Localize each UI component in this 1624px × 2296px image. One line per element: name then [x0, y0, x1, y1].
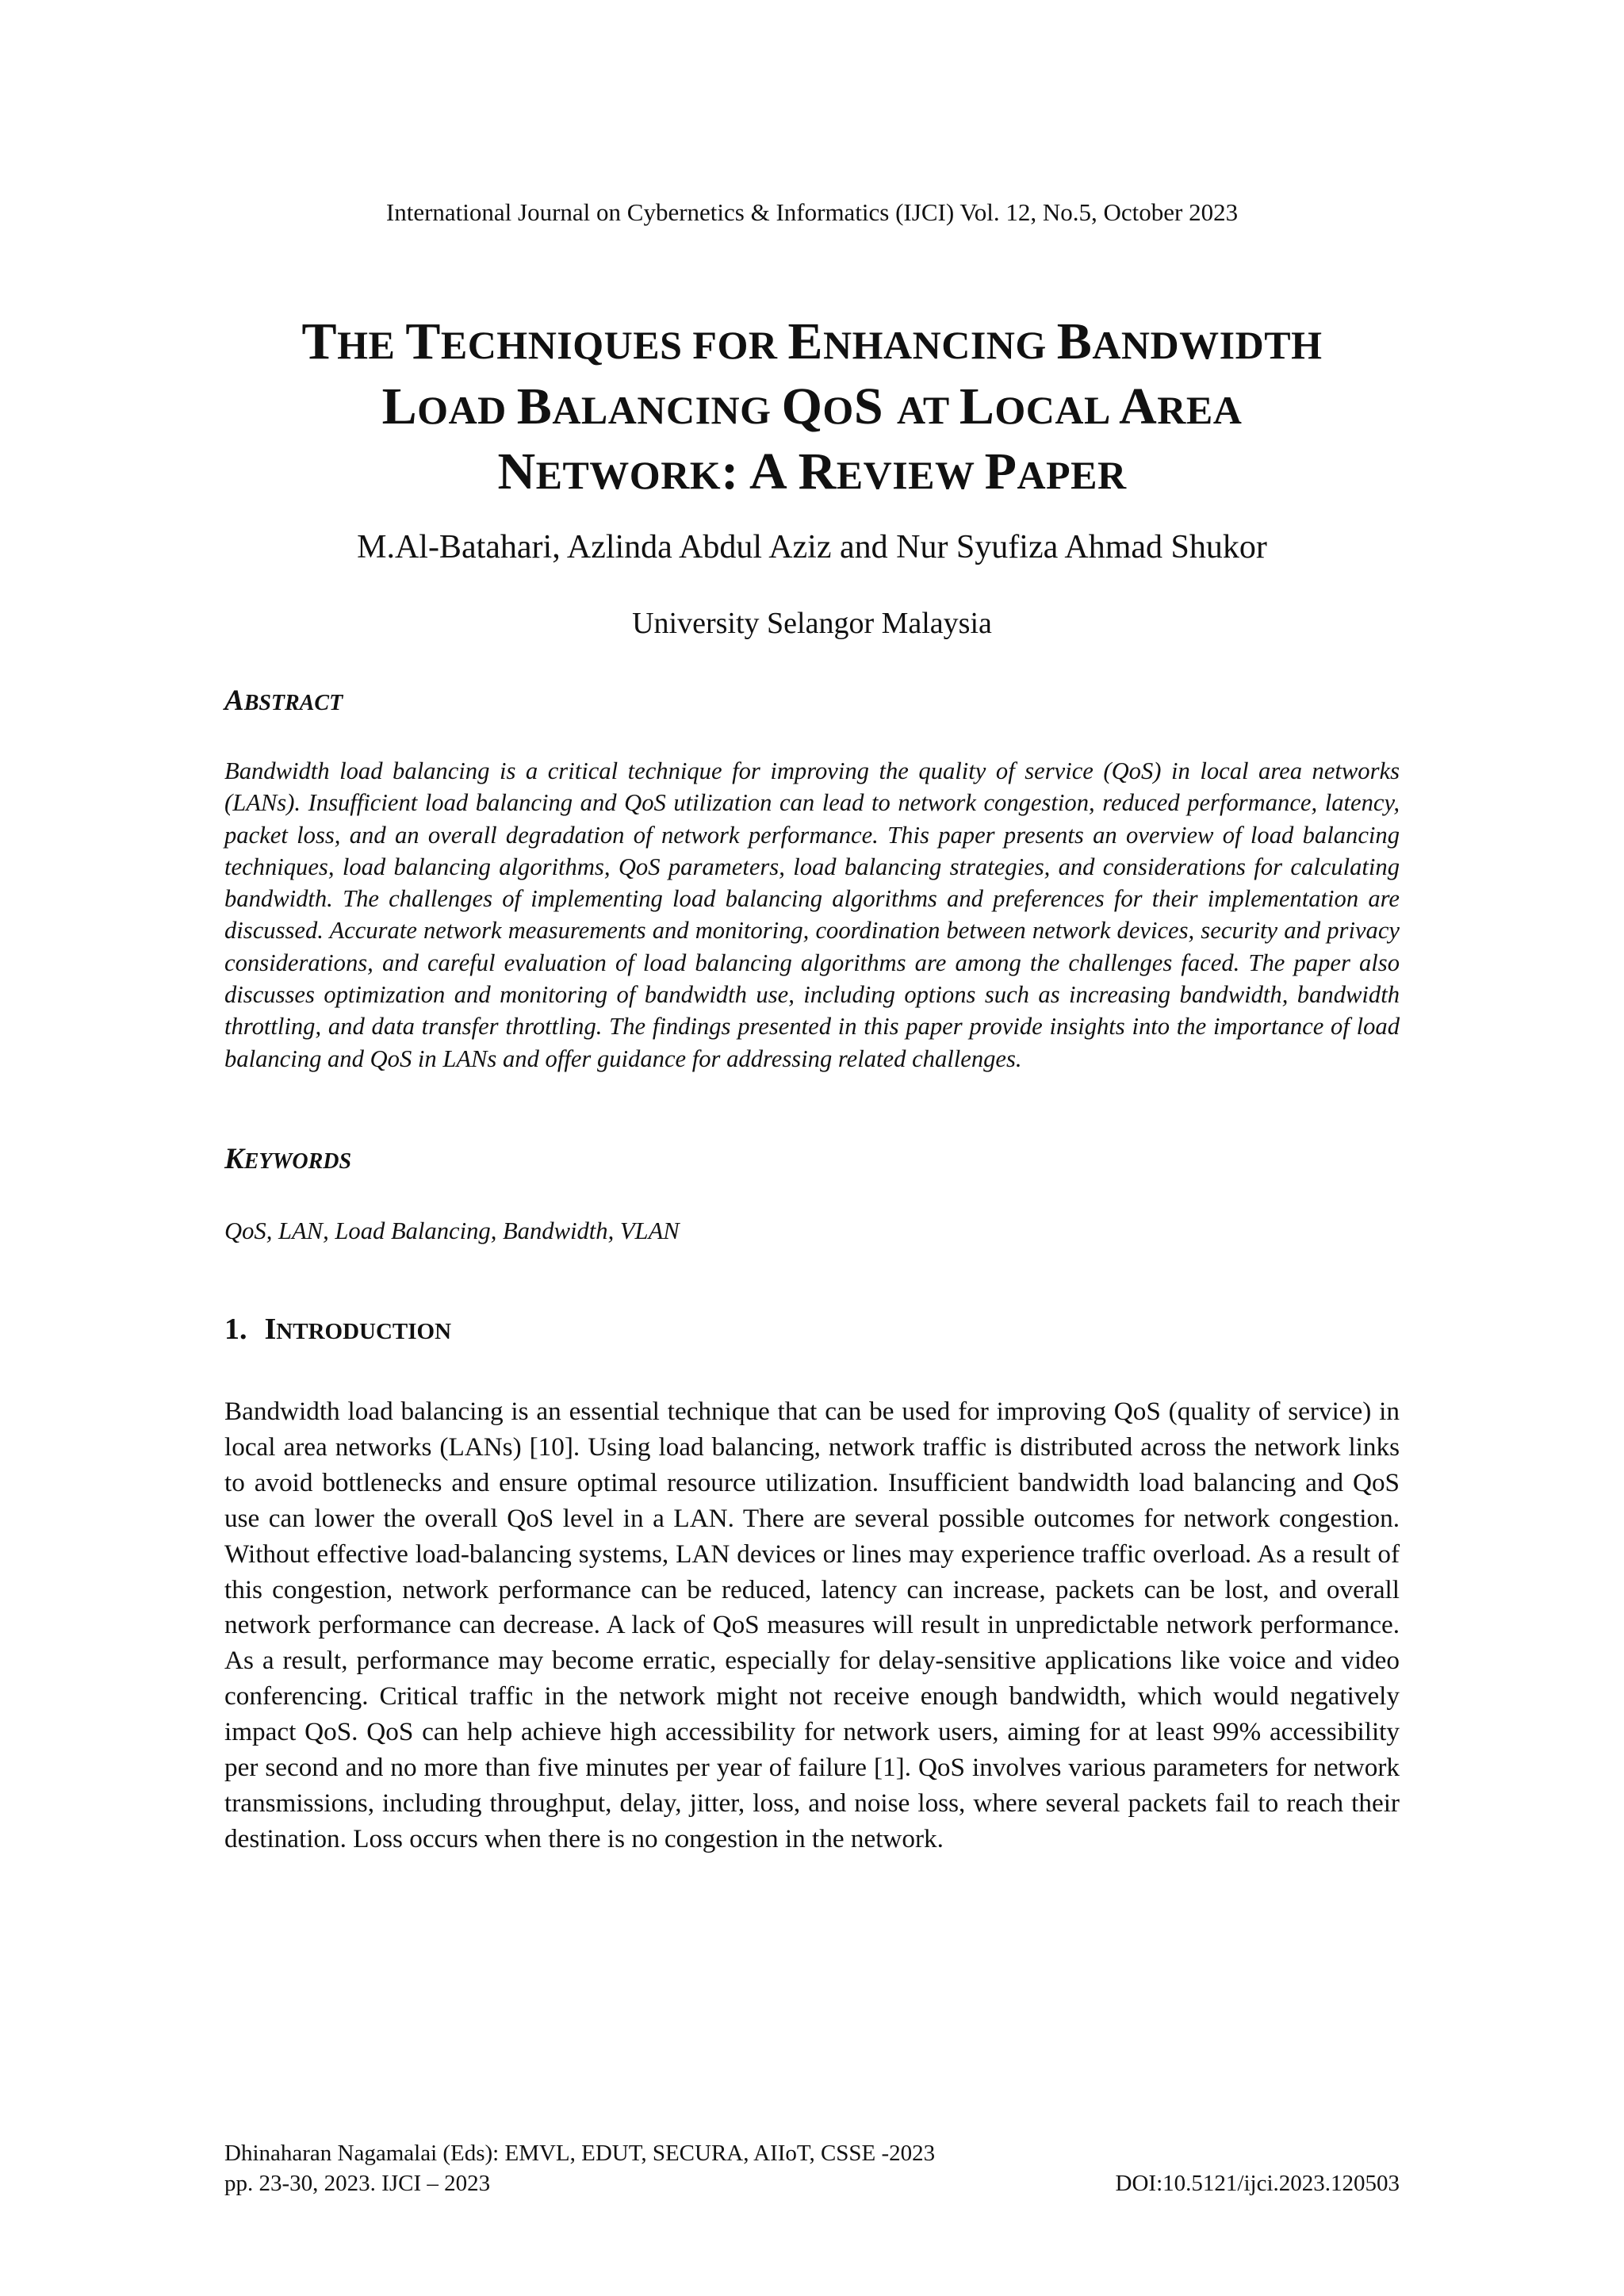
section-number: 1.	[224, 1313, 247, 1346]
introduction-heading: 1. INTRODUCTION	[224, 1313, 452, 1346]
title-line-1: THE TECHNIQUES FOR ENHANCING BANDWIDTH	[301, 312, 1323, 370]
footer-editors: Dhinaharan Nagamalai (Eds): EMVL, EDUT, SECURA, AIIoT, CSSE -2023	[224, 2141, 936, 2166]
footer-doi: DOI:10.5121/ijci.2023.120503	[1115, 2171, 1400, 2196]
title-line-2: LOAD BALANCING QOS AT LOCAL AREA	[381, 378, 1243, 435]
running-header: International Journal on Cybernetics & Informatics (IJCI) Vol. 12, No.5, October 2023	[385, 198, 1239, 226]
abstract-text: Bandwidth load balancing is a critical technique for improving the quality of service (QoS) in local area networks (LANs). Insufficient load balancing and QoS utilization can lead to network congestion, reduced performance, latency, packet loss, and an overall degradation of network performance. This paper presents an overview of load balancing techniques, load balancing algorithms, QoS parameters, load balancing strategies, and considerations for calculating bandwidth. The challenges of implementing load balancing algorithms and preferences for their implementation are discussed. Accurate network measurements and monitoring, coordination between network devices, security and privacy considerations, and careful evaluation of load balancing algorithms are among the challenges faced. The paper also discusses optimization and monitoring of bandwidth use, including options such as increasing bandwidth, bandwidth throttling, and data transfer throttling. The findings presented in this paper provide insights into the importance of load balancing and QoS in LANs and offer guidance for addressing related challenges.	[224, 757, 1400, 1072]
footer-pages: pp. 23-30, 2023. IJCI – 2023	[224, 2171, 491, 2196]
affiliation: University Selangor Malaysia	[632, 607, 992, 640]
keywords-text: QoS, LAN, Load Balancing, Bandwidth, VLAN	[224, 1217, 680, 1244]
title-line-3: NETWORK: A REVIEW PAPER	[497, 443, 1127, 500]
keywords-heading: KEYWORDS	[224, 1143, 352, 1175]
author-list: M.Al-Batahari, Azlinda Abdul Aziz and Nur Syufiza Ahmad Shukor	[357, 529, 1267, 565]
paper-title	[182, 311, 1442, 506]
abstract-heading: ABSTRACT	[224, 684, 343, 717]
introduction-text: Bandwidth load balancing is an essential technique that can be used for improving QoS (quality of service) in local area networks (LANs) [10]. Using load balancing, network traffic is distributed across the network links to avoid bottlenecks and ensure optimal resource utilization. Insufficient bandwidth load balancing and QoS use can lower the overall QoS level in a LAN. There are several possible outcomes for network congestion. Without effective load-balancing systems, LAN devices or lines may experience traffic overload. As a result of this congestion, network performance can be reduced, latency can increase, packets can be lost, and overall network performance can decrease. A lack of QoS measures will result in unpredictable network performance. As a result, performance may become erratic, especially for delay-sensitive applications like voice and video conferencing. Critical traffic in the network might not receive enough bandwidth, which would negatively impact QoS. QoS can help achieve high accessibility for network users, aiming for at least 99% accessibility per second and no more than five minutes per year of failure [1]. QoS involves various parameters for network transmissions, including throughput, delay, jitter, loss, and noise loss, where several packets fail to reach their destination. Loss occurs when there is no congestion in the network.	[224, 1397, 1400, 1853]
footer-citation	[224, 2138, 935, 2198]
